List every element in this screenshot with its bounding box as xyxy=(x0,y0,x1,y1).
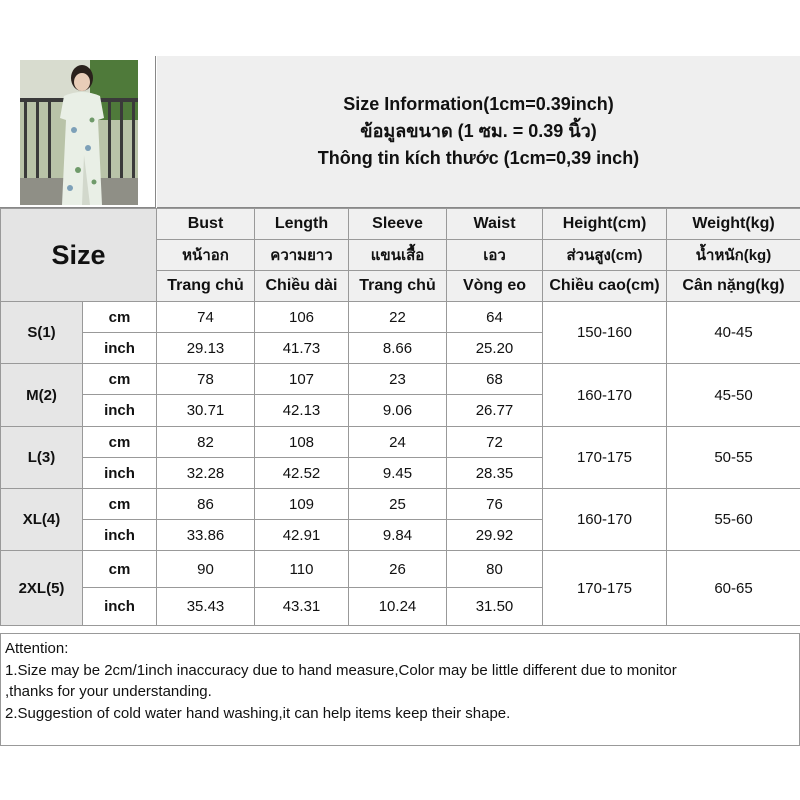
size-label: M(2) xyxy=(1,364,83,427)
size-label: L(3) xyxy=(1,427,83,489)
measure-cell: 31.50 xyxy=(447,588,543,626)
size-info-title xyxy=(157,56,800,208)
height-range: 160-170 xyxy=(543,364,667,427)
size-row-cm xyxy=(1,427,800,458)
size-table xyxy=(0,208,800,626)
measure-cell: 76 xyxy=(447,489,543,520)
header-sleeve-vietnamese: Trang chủ xyxy=(349,271,447,302)
attention-note-1: 1.Size may be 2cm/1inch inaccuracy due to hand measure,Color may be little different due to monitor xyxy=(5,661,677,679)
size-row-cm xyxy=(1,302,800,333)
size-row-cm xyxy=(1,489,800,520)
size-label: S(1) xyxy=(1,302,83,364)
attention-note-2: 2.Suggestion of cold water hand washing,it can help items keep their shape. xyxy=(5,704,511,722)
weight-range: 60-65 xyxy=(667,551,800,626)
measure-cell: 42.91 xyxy=(255,520,349,551)
measure-cell: 9.84 xyxy=(349,520,447,551)
dress-model-photo xyxy=(20,60,138,205)
weight-range: 55-60 xyxy=(667,489,800,551)
measure-cell: 26 xyxy=(349,551,447,588)
title-line-english: Size Information(1cm=0.39inch) xyxy=(343,94,614,114)
header-bust-thai: หน้าอก xyxy=(157,240,255,271)
measure-cell: 109 xyxy=(255,489,349,520)
header-length-thai: ความยาว xyxy=(255,240,349,271)
height-range: 160-170 xyxy=(543,489,667,551)
header-length-vietnamese: Chiều dài xyxy=(255,271,349,302)
unit-inch: inch xyxy=(83,520,157,551)
measure-cell: 24 xyxy=(349,427,447,458)
size-label: XL(4) xyxy=(1,489,83,551)
header-height-thai: ส่วนสูง(cm) xyxy=(543,240,667,271)
measure-cell: 78 xyxy=(157,364,255,395)
size-chart xyxy=(0,56,800,746)
header-sleeve: Sleeve xyxy=(349,209,447,240)
measure-cell: 22 xyxy=(349,302,447,333)
measure-cell: 25.20 xyxy=(447,333,543,364)
measure-cell: 68 xyxy=(447,364,543,395)
height-range: 170-175 xyxy=(543,551,667,626)
measure-cell: 32.28 xyxy=(157,458,255,489)
unit-inch: inch xyxy=(83,333,157,364)
header-length: Length xyxy=(255,209,349,240)
measure-cell: 9.06 xyxy=(349,395,447,427)
title-line-vietnamese: Thông tin kích thước (1cm=0,39 inch) xyxy=(317,148,640,168)
header-waist: Waist xyxy=(447,209,543,240)
attention-notes xyxy=(0,633,800,746)
size-label: 2XL(5) xyxy=(1,551,83,626)
measure-cell: 8.66 xyxy=(349,333,447,364)
unit-inch: inch xyxy=(83,458,157,489)
unit-cm: cm xyxy=(83,489,157,520)
measure-cell: 29.13 xyxy=(157,333,255,364)
weight-range: 45-50 xyxy=(667,364,800,427)
measure-cell: 25 xyxy=(349,489,447,520)
unit-cm: cm xyxy=(83,302,157,333)
header-height: Height(cm) xyxy=(543,209,667,240)
measure-cell: 26.77 xyxy=(447,395,543,427)
measure-cell: 72 xyxy=(447,427,543,458)
header-height-vietnamese: Chiều cao(cm) xyxy=(543,271,667,302)
measure-cell: 33.86 xyxy=(157,520,255,551)
unit-cm: cm xyxy=(83,427,157,458)
measure-cell: 35.43 xyxy=(157,588,255,626)
height-range: 170-175 xyxy=(543,427,667,489)
measure-cell: 74 xyxy=(157,302,255,333)
header-waist-thai: เอว xyxy=(447,240,543,271)
header-waist-vietnamese: Vòng eo xyxy=(447,271,543,302)
attention-note-1-cont: ,thanks for your understanding. xyxy=(5,683,212,700)
size-row-cm xyxy=(1,364,800,395)
measure-cell: 110 xyxy=(255,551,349,588)
unit-cm: cm xyxy=(83,551,157,588)
measure-cell: 80 xyxy=(447,551,543,588)
measure-cell: 42.13 xyxy=(255,395,349,427)
header-bust: Bust xyxy=(157,209,255,240)
unit-inch: inch xyxy=(83,588,157,626)
header-sleeve-thai: แขนเสื้อ xyxy=(349,240,447,271)
product-photo-cell xyxy=(0,56,156,208)
measure-cell: 41.73 xyxy=(255,333,349,364)
measure-cell: 90 xyxy=(157,551,255,588)
measure-cell: 43.31 xyxy=(255,588,349,626)
size-column-header: Size xyxy=(1,209,157,302)
measure-cell: 82 xyxy=(157,427,255,458)
measure-cell: 29.92 xyxy=(447,520,543,551)
measure-cell: 107 xyxy=(255,364,349,395)
title-line-thai: ข้อมูลขนาด (1 ซม. = 0.39 นิ้ว) xyxy=(360,121,597,141)
measure-cell: 106 xyxy=(255,302,349,333)
measure-cell: 108 xyxy=(255,427,349,458)
weight-range: 40-45 xyxy=(667,302,800,364)
header-weight: Weight(kg) xyxy=(667,209,800,240)
measure-cell: 9.45 xyxy=(349,458,447,489)
unit-cm: cm xyxy=(83,364,157,395)
header-weight-vietnamese: Cân nặng(kg) xyxy=(667,271,800,302)
header-weight-thai: น้ำหนัก(kg) xyxy=(667,240,800,271)
measure-cell: 64 xyxy=(447,302,543,333)
measure-cell: 30.71 xyxy=(157,395,255,427)
measure-cell: 28.35 xyxy=(447,458,543,489)
header-bust-vietnamese: Trang chủ xyxy=(157,271,255,302)
height-range: 150-160 xyxy=(543,302,667,364)
measure-cell: 86 xyxy=(157,489,255,520)
measure-cell: 23 xyxy=(349,364,447,395)
size-row-cm xyxy=(1,551,800,588)
attention-heading: Attention: xyxy=(5,640,69,657)
unit-inch: inch xyxy=(83,395,157,427)
weight-range: 50-55 xyxy=(667,427,800,489)
measure-cell: 10.24 xyxy=(349,588,447,626)
measure-cell: 42.52 xyxy=(255,458,349,489)
